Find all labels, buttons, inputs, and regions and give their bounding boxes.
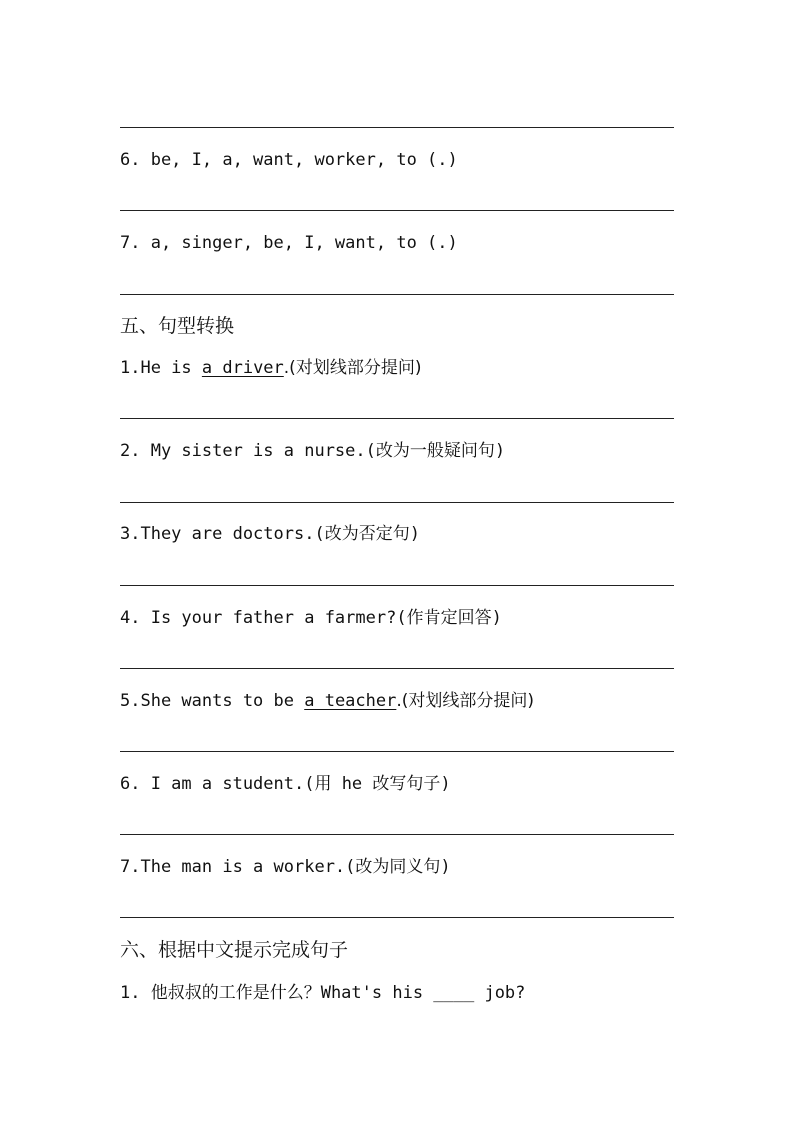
question-s5-6: 6. I am a student.(用 he 改写句子): [120, 774, 451, 794]
question-s5-5: [120, 690, 534, 712]
answer-line: [120, 834, 674, 835]
question-s5-7: 7.The man is a worker.(改为同义句): [120, 857, 451, 877]
answer-line: [120, 294, 674, 295]
answer-line: [120, 502, 674, 503]
question-instruction: .(对划线部分提问): [396, 691, 535, 711]
question-s5-4: 4. Is your father a farmer?(作肯定回答): [120, 608, 502, 628]
question-s4-7: 7. a, singer, be, I, want, to (.): [120, 233, 458, 253]
answer-line: [120, 418, 674, 419]
question-instruction: .(对划线部分提问): [283, 358, 422, 378]
question-s4-6: 6. be, I, a, want, worker, to (.): [120, 150, 458, 170]
answer-line: [120, 668, 674, 669]
section-heading-5: 五、句型转换: [120, 315, 235, 337]
answer-line: [120, 751, 674, 752]
question-s5-1: [120, 357, 421, 379]
underlined-phrase: a driver: [201, 358, 284, 378]
question-prefix: 5.She wants to be: [120, 691, 305, 711]
answer-line: [120, 917, 674, 918]
answer-line: [120, 210, 674, 211]
question-s5-3: 3.They are doctors.(改为否定句): [120, 524, 420, 544]
underlined-phrase: a teacher: [304, 691, 397, 711]
question-s5-2: 2. My sister is a nurse.(改为一般疑问句): [120, 441, 506, 461]
question-prefix: 1.He is: [120, 358, 202, 378]
answer-line: [120, 127, 674, 128]
section-heading-6: 六、根据中文提示完成句子: [120, 939, 349, 961]
question-s6-1: 1. 他叔叔的工作是什么？What's his ____ job?: [120, 983, 526, 1003]
answer-line: [120, 585, 674, 586]
